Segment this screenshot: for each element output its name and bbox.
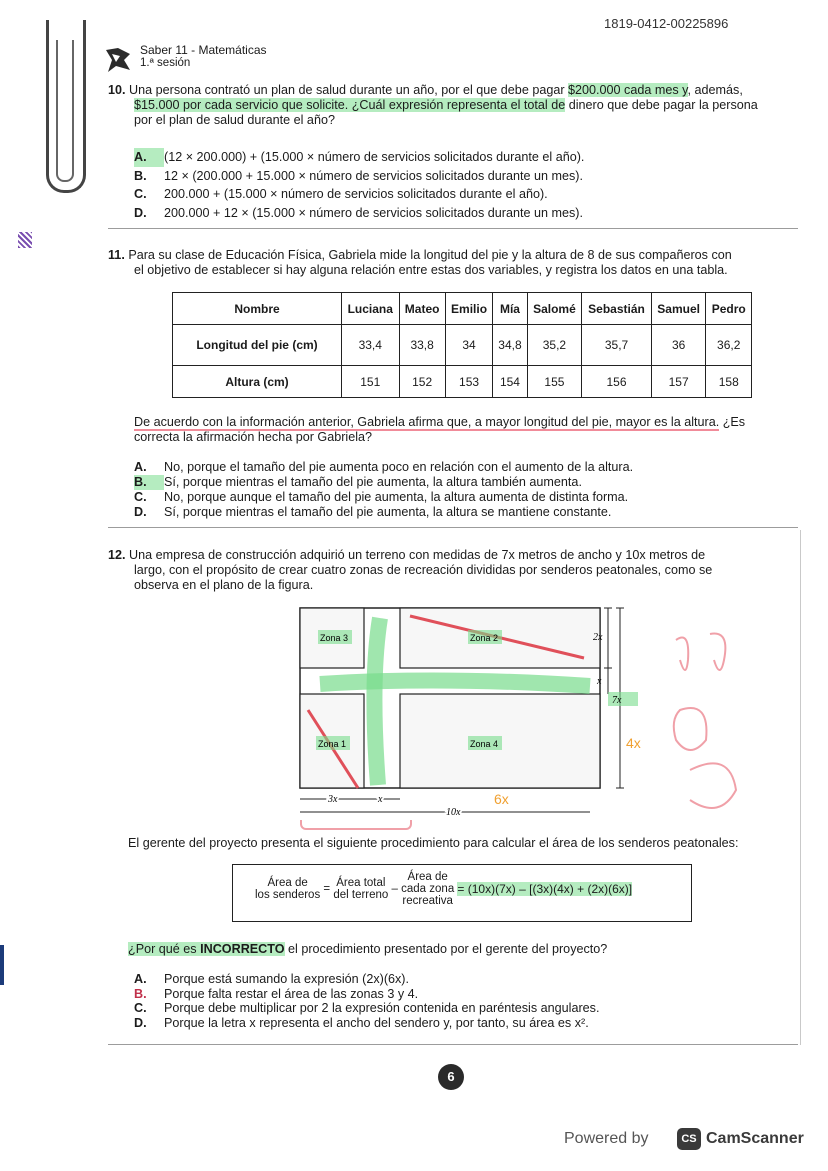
question-10	[108, 83, 798, 128]
q10-option-a[interactable]	[134, 148, 794, 167]
q11-number: 11.	[108, 248, 125, 262]
q10-option-b[interactable]	[134, 167, 794, 186]
table-cell: 153	[445, 366, 493, 398]
formula-t3b: cada zona	[401, 883, 455, 895]
plan-zone-1-label: Zona 1	[318, 739, 347, 749]
table-cell: Salomé	[527, 293, 582, 325]
q12-option-d[interactable]	[134, 1016, 804, 1031]
q12-option-b-text: Porque falta restar el área de las zonas 3 y 4.	[164, 986, 419, 1001]
q11-options	[134, 460, 794, 520]
q11-option-d-text: Sí, porque mientras el tamaño del pie aumenta, la altura se mantiene constante.	[164, 505, 612, 519]
exam-logo-icon	[104, 46, 132, 74]
formula-term-total	[333, 877, 388, 901]
table-cell: Altura (cm)	[173, 366, 342, 398]
q10-number: 10.	[108, 83, 126, 97]
q11-prompt-line1	[134, 415, 794, 430]
table-cell: 34,8	[493, 325, 527, 366]
table-cell: Mía	[493, 293, 527, 325]
q12-question-a: ¿Por qué es	[128, 942, 201, 956]
q11-option-c[interactable]	[134, 490, 794, 505]
q11-prompt-1a: De acuerdo con la información anterior, Gabriela afirma que, a mayor longitud del pie, mayor es la altura.	[134, 415, 720, 429]
formula-minus: –	[391, 883, 398, 895]
q10-option-c-text: 200.000 + (15.000 × número de servicios solicitados durante el año).	[164, 187, 548, 201]
q12-site-plan	[290, 600, 670, 825]
q12-stem-line1	[108, 548, 798, 563]
formula-t3a: Área de	[407, 871, 448, 883]
table-cell: 152	[399, 366, 445, 398]
q11-option-d[interactable]	[134, 505, 794, 520]
exam-session: 1.ª sesión	[140, 57, 191, 69]
handwritten-doodles	[640, 620, 750, 830]
q11-option-a-text: No, porque el tamaño del pie aumenta poco en relación con el aumento de la altura.	[164, 460, 634, 474]
q12-option-d-letter: D.	[134, 1015, 147, 1030]
table-row-header	[173, 293, 752, 325]
q12-question	[128, 942, 808, 957]
table-cell: 155	[527, 366, 582, 398]
q10-stem-1c: , además,	[687, 83, 743, 97]
q11-option-a-letter: A.	[134, 460, 147, 474]
plan-dim-x-side: x	[597, 676, 602, 687]
footer-powered-by: Powered by	[564, 1130, 649, 1147]
q10-options	[134, 148, 794, 222]
q10-option-c[interactable]	[134, 185, 794, 204]
table-cell: 33,8	[399, 325, 445, 366]
q11-data-table	[172, 292, 752, 398]
question-11	[108, 248, 798, 278]
plan-path-highlight-vertical	[374, 618, 380, 785]
q12-options	[134, 972, 804, 1030]
table-cell: Luciana	[342, 293, 400, 325]
divider-q12	[108, 1044, 798, 1045]
table-row	[173, 366, 752, 398]
formula-term-senderos	[255, 877, 320, 901]
q12-option-c-text: Porque debe multiplicar por 2 la expresión contenida en paréntesis angulares.	[164, 1001, 600, 1015]
q12-option-d-text: Porque la letra x representa el ancho del sendero y, por tanto, su área es x².	[164, 1015, 589, 1030]
plan-dim-x-bottom: x	[378, 794, 383, 805]
plan-dim-10x: 10x	[446, 807, 461, 818]
left-margin-bar	[0, 945, 4, 985]
q10-option-b-text: 12 × (200.000 + 15.000 × número de servicios solicitados durante un mes).	[164, 168, 583, 183]
question-12	[108, 548, 798, 593]
q12-option-a[interactable]	[134, 972, 804, 987]
binder-clip-inner	[56, 40, 74, 182]
table-cell: Mateo	[399, 293, 445, 325]
q11-prompt	[134, 415, 794, 445]
plan-zone-3-label: Zona 3	[320, 633, 349, 643]
document-id: 1819-0412-00225896	[604, 16, 729, 31]
q11-prompt-2: correcta la afirmación hecha por Gabriela?	[134, 430, 373, 444]
q10-option-b-letter: B.	[134, 168, 147, 183]
table-cell: Pedro	[706, 293, 752, 325]
q11-stem-1: Para su clase de Educación Física, Gabriela mide la longitud del pie y la altura de 8 de sus compañeros con	[128, 248, 732, 262]
exam-title: Saber 11 - Matemáticas	[140, 43, 267, 57]
table-cell: Samuel	[651, 293, 706, 325]
q11-option-d-letter: D.	[134, 505, 147, 519]
q11-option-b[interactable]	[134, 475, 794, 490]
q10-option-d-letter: D.	[134, 205, 147, 220]
table-cell: 34	[445, 325, 493, 366]
q12-stem-2: largo, con el propósito de crear cuatro zonas de recreación divididas por senderos peatonales, como se	[134, 563, 713, 577]
q11-stem-line1	[108, 248, 798, 263]
plan-zone-4-label: Zona 4	[470, 739, 499, 749]
formula-expression: = (10x)(7x) – [(3x)(4x) + (2x)(6x)]	[457, 882, 633, 896]
q10-stem-2b: dinero que debe pagar la persona	[565, 98, 758, 112]
formula-term-zonas	[401, 871, 454, 907]
formula-t2a: Área total	[336, 877, 386, 889]
table-cell: 36	[651, 325, 706, 366]
q11-option-b-letter: B.	[134, 475, 164, 490]
q11-option-c-text: No, porque aunque el tamaño del pie aumenta, la altura aumenta de distinta forma.	[164, 490, 629, 504]
q10-stem-line3: por el plan de salud durante el año?	[134, 113, 335, 127]
formula-t1b: los senderos	[255, 889, 321, 901]
formula-t1a: Área de	[267, 877, 308, 889]
q12-stem-3: observa en el plano de la figura.	[134, 578, 314, 592]
q12-number: 12.	[108, 548, 126, 562]
table-cell: Longitud del pie (cm)	[173, 325, 342, 366]
plan-dim-7x: 7x	[612, 695, 622, 706]
q11-option-c-letter: C.	[134, 490, 147, 504]
q10-option-d[interactable]	[134, 204, 794, 223]
table-cell: 35,2	[527, 325, 582, 366]
q10-option-d-text: 200.000 + 12 × (15.000 × número de servicios solicitados durante un mes).	[164, 205, 583, 220]
q10-option-a-text: (12 × 200.000) + (15.000 × número de servicios solicitados durante el año).	[164, 150, 585, 164]
q10-stem-2a: $15.000 por cada servicio que solicite. ¿Cuál expresión representa el total de	[134, 98, 566, 112]
table-cell: 158	[706, 366, 752, 398]
q12-option-a-text: Porque está sumando la expresión (2x)(6x).	[164, 972, 410, 986]
plan-path-highlight-horizontal	[320, 680, 590, 686]
table-cell: Nombre	[173, 293, 342, 325]
q12-option-b-letter: B.	[134, 986, 147, 1001]
margin-rule-right	[800, 530, 801, 1045]
q12-option-c[interactable]	[134, 1001, 804, 1016]
table-cell: 156	[582, 366, 652, 398]
q12-question-b: INCORRECTO	[200, 942, 285, 956]
q12-question-c: el procedimiento presentado por el gerente del proyecto?	[284, 942, 608, 956]
table-cell: Sebastián	[582, 293, 652, 325]
camscanner-logo-icon: CS	[677, 1128, 701, 1150]
q11-option-b-text: Sí, porque mientras el tamaño del pie aumenta, la altura también aumenta.	[164, 475, 582, 489]
plan-note-6x: 6x	[494, 791, 509, 807]
q12-procedure-intro: El gerente del proyecto presenta el siguiente procedimiento para calcular el área de los senderos peatonales:	[128, 836, 739, 850]
formula-equals: =	[323, 883, 331, 895]
table-cell: 35,7	[582, 325, 652, 366]
q12-stem-1: Una empresa de construcción adquirió un terreno con medidas de 7x metros de ancho y 10x metros de	[129, 548, 706, 562]
q12-option-b[interactable]	[134, 987, 804, 1002]
table-cell: 154	[493, 366, 527, 398]
q11-prompt-1b: ¿Es	[719, 415, 746, 429]
q10-stem-1b: $200.000 cada mes y	[568, 83, 688, 97]
q11-option-a[interactable]	[134, 460, 794, 475]
q12-option-a-letter: A.	[134, 972, 147, 986]
table-cell: Emilio	[445, 293, 493, 325]
q10-option-c-letter: C.	[134, 187, 147, 201]
plan-dim-2x: 2x	[593, 632, 603, 643]
footer-brand: CamScanner	[706, 1130, 804, 1147]
page-number: 6	[438, 1064, 464, 1090]
q10-stem-1a: Una persona contrató un plan de salud durante un año, por el que debe pagar	[129, 83, 569, 97]
plan-dim-3x: 3x	[328, 794, 338, 805]
table-cell: 151	[342, 366, 400, 398]
plan-zone-2-label: Zona 2	[470, 633, 499, 643]
table-cell: 33,4	[342, 325, 400, 366]
q11-stem-2: el objetivo de establecer si hay alguna relación entre estas dos variables, y registra los datos en una tabla.	[134, 263, 728, 277]
q12-option-c-letter: C.	[134, 1001, 147, 1015]
q12-formula-box	[232, 864, 692, 922]
q10-stem-line2	[108, 98, 798, 113]
table-cell: 36,2	[706, 325, 752, 366]
divider-q10	[108, 228, 798, 229]
table-cell: 157	[651, 366, 706, 398]
plan-note-4x: 4x	[626, 735, 641, 751]
table-row	[173, 325, 752, 366]
formula-t2b: del terreno	[333, 889, 389, 901]
formula-t3c: recreativa	[402, 895, 453, 907]
pink-bracket	[300, 820, 412, 830]
left-margin-mark	[18, 232, 32, 248]
q10-stem-line1	[108, 83, 798, 98]
divider-q11	[108, 527, 798, 528]
q10-option-a-letter: A.	[134, 148, 164, 167]
